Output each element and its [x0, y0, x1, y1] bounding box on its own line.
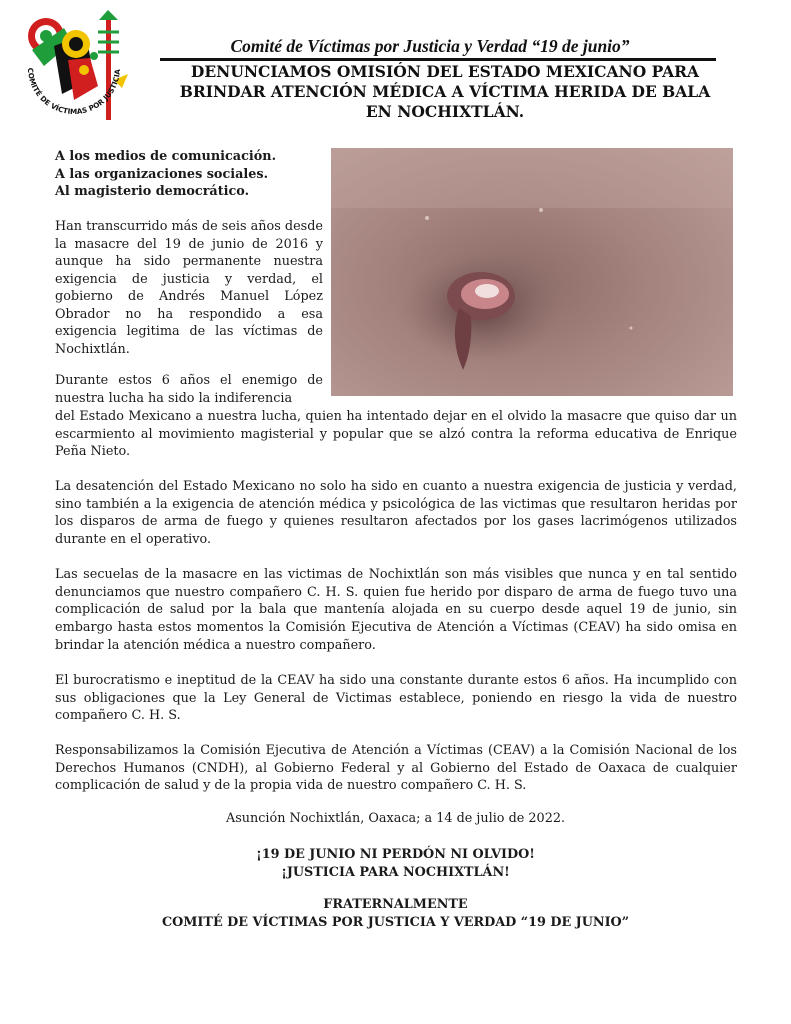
paragraph-2-start: Durante estos 6 años el enemigo de nuestra lucha ha sido la indiferencia [55, 373, 323, 406]
addressee-media: A los medios de comunicación. [55, 149, 277, 164]
paragraph-1: Han transcurrido más de seis años desde la masacre del 19 de junio de 2016 y aunque ha sido permanente nuestra exigencia de justicia y verdad, el gobierno de Andrés Manuel López Obrador no ha respondido a esa exigencia legitima de las víctimas de Nochixtlán. [55, 219, 323, 357]
paragraph-6: Responsabilizamos la Comisión Ejecutiva de Atención a Víctimas (CEAV) a la Comisión Nacional de los Derechos Humanos (CNDH), al Gobierno Federal y al Gobierno del Estado de Oaxaca de cualquier complicación de salud y de la propia vida de nuestro compañero C. H. S. [55, 743, 737, 794]
paragraph-3: La desatención del Estado Mexicano no solo ha sido en cuanto a nuestra exigencia de justicia y verdad, sino también a la exigencia de atención médica y psicológica de las victimas que resultaron heridas por los disparos de arma de fuego y quienes resultaron afectados por los gases lacrimógenos utilizados durante en el operativo. [55, 479, 737, 548]
signature-closing: FRATERNALMENTE [323, 897, 468, 912]
slogan-1: ¡19 DE JUNIO NI PERDÓN NI OLVIDO! [256, 847, 535, 862]
paragraph-5: El burocratismo e ineptitud de la CEAV ha sido una constante durante estos 6 años. Ha incumplido con sus obligaciones que la Ley General de Victimas establece, poniendo en riesgo la vida de nuestro compañero C. H. S. [55, 673, 737, 724]
paragraph-4: Las secuelas de la masacre en las victimas de Nochixtlán son más visibles que nunca y en tal sentido denunciamos que nuestro compañero C. H. S. quien fue herido por disparo de arma de fuego tuvo una complicación de salud por la bala que mantenía alojada en su cuerpo desde aquel 19 de junio, sin embargo hasta estos momentos la Comisión Ejecutiva de Atención a Víctimas (CEAV) ha sido omisa en brindar la atención médica a nuestro compañero. [55, 567, 737, 653]
paragraph-2-continued: del Estado Mexicano a nuestra lucha, quien ha intentado dejar en el olvido la masacre que quiso dar un escarmiento al movimiento magisterial y popular que se alzó contra la reforma educativa de Enrique Peña Nieto. [55, 409, 737, 460]
headline-line-3: EN NOCHIXTLÁN. [365, 102, 525, 121]
signature-name: COMITÉ DE VÍCTIMAS POR JUSTICIA Y VERDAD “19 DE JUNIO” [161, 915, 630, 930]
bullet-wound-photo [331, 148, 733, 396]
addressee-teachers: Al magisterio democrático. [55, 184, 250, 199]
organization-title: Comité de Víctimas por Justicia y Verdad “19 de junio” [230, 36, 630, 56]
place-and-date: Asunción Nochixtlán, Oaxaca; a 14 de julio de 2022. [225, 811, 566, 826]
committee-logo [14, 8, 134, 128]
headline [145, 62, 745, 122]
headline-line-2: BRINDAR ATENCIÓN MÉDICA A VÍCTIMA HERIDA DE BALA [179, 82, 711, 101]
headline-line-1: DENUNCIAMOS OMISIÓN DEL ESTADO MEXICANO PARA [190, 62, 700, 81]
signature [0, 896, 791, 932]
addressee-organizations: A las organizaciones sociales. [55, 166, 269, 182]
header-rule [160, 58, 716, 61]
slogan-2: ¡JUSTICIA PARA NOCHIXTLÁN! [281, 865, 510, 880]
svg-text:COMITÉ DE VÍCTIMAS POR JUSTICI: COMITÉ DE VÍCTIMAS POR JUSTICIA [25, 67, 123, 117]
addressees [55, 148, 276, 201]
slogans [0, 846, 791, 882]
